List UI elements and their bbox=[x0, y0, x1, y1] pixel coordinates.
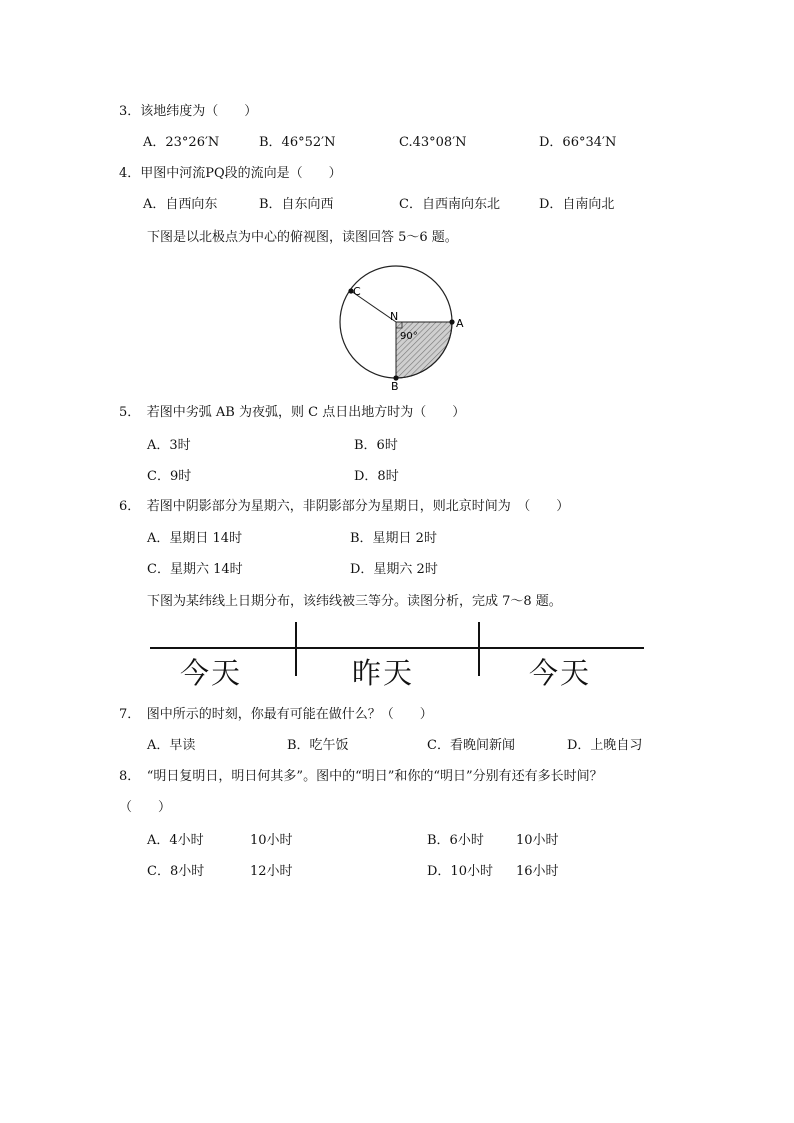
q3-option-a: A．23°26′N bbox=[143, 135, 220, 150]
q7-stem: 7． 图中所示的时刻，你最有可能在做什么？（ ） bbox=[119, 707, 433, 722]
q7-option-d: D．上晚自习 bbox=[567, 738, 643, 753]
divider-1 bbox=[295, 622, 297, 676]
q4-option-a: A．自西向东 bbox=[143, 197, 218, 212]
q4-option-d: D．自南向北 bbox=[539, 197, 615, 212]
point-a bbox=[449, 319, 454, 324]
segment-label-today-1: 今天 bbox=[180, 656, 243, 690]
q5-option-b: B．6时 bbox=[354, 438, 398, 453]
q4-stem: 4．甲图中河流PQ段的流向是（ ） bbox=[119, 166, 342, 181]
latitude-line bbox=[150, 647, 644, 649]
intro-5-6: 下图是以北极点为中心的俯视图，读图回答 5～6 题。 bbox=[147, 230, 458, 245]
polar-view-diagram bbox=[330, 258, 480, 393]
q3-option-b: B．46°52′N bbox=[259, 135, 336, 150]
q8-stem: 8． “明日复明日，明日何其多”。图中的“明日”和你的“明日”分别有还有多长时间？ bbox=[119, 769, 603, 784]
label-b: B bbox=[391, 380, 399, 393]
q5-option-a: A．3时 bbox=[147, 438, 191, 453]
intro-7-8: 下图为某纬线上日期分布，该纬线被三等分。读图分析，完成 7～8 题。 bbox=[147, 594, 562, 609]
q8-option-b-second: 10小时 bbox=[516, 833, 559, 848]
q8-option-d: D．10小时 bbox=[427, 864, 493, 879]
q6-stem: 6． 若图中阴影部分为星期六，非阴影部分为星期日，则北京时间为 （ ） bbox=[119, 499, 570, 514]
q7-option-b: B．吃午饭 bbox=[287, 738, 349, 753]
label-90-degrees: 90° bbox=[400, 331, 418, 342]
q7-option-c: C．看晚间新闻 bbox=[427, 738, 515, 753]
divider-2 bbox=[478, 622, 480, 676]
q3-option-d: D．66°34′N bbox=[539, 135, 617, 150]
q4-option-c: C．自西南向东北 bbox=[399, 197, 500, 212]
q5-option-c: C．9时 bbox=[147, 469, 192, 484]
q8-stem-continuation: （ ） bbox=[119, 800, 172, 815]
segment-label-yesterday: 昨天 bbox=[352, 656, 415, 690]
q8-option-a: A．4小时 bbox=[147, 833, 204, 848]
q6-option-b: B．星期日 2时 bbox=[350, 531, 437, 546]
q3-stem: 3．该地纬度为（ ） bbox=[119, 104, 258, 119]
q6-option-d: D．星期六 2时 bbox=[350, 562, 438, 577]
label-a: A bbox=[456, 317, 464, 330]
q7-option-a: A．早读 bbox=[147, 738, 196, 753]
q8-option-d-second: 16小时 bbox=[516, 864, 559, 879]
label-n: N bbox=[390, 310, 399, 323]
q8-option-a-second: 10小时 bbox=[250, 833, 293, 848]
q8-option-c-second: 12小时 bbox=[250, 864, 293, 879]
q8-option-c: C．8小时 bbox=[147, 864, 205, 879]
q4-option-b: B．自东向西 bbox=[259, 197, 334, 212]
q6-option-c: C．星期六 14时 bbox=[147, 562, 243, 577]
segment-label-today-2: 今天 bbox=[529, 656, 592, 690]
q5-stem: 5． 若图中劣弧 AB 为夜弧，则 C 点日出地方时为（ ） bbox=[119, 405, 466, 420]
q6-option-a: A．星期日 14时 bbox=[147, 531, 243, 546]
q8-option-b: B．6小时 bbox=[427, 833, 484, 848]
label-c: C bbox=[353, 285, 361, 298]
q5-option-d: D．8时 bbox=[354, 469, 399, 484]
q3-option-c: C.43°08′N bbox=[399, 135, 467, 150]
